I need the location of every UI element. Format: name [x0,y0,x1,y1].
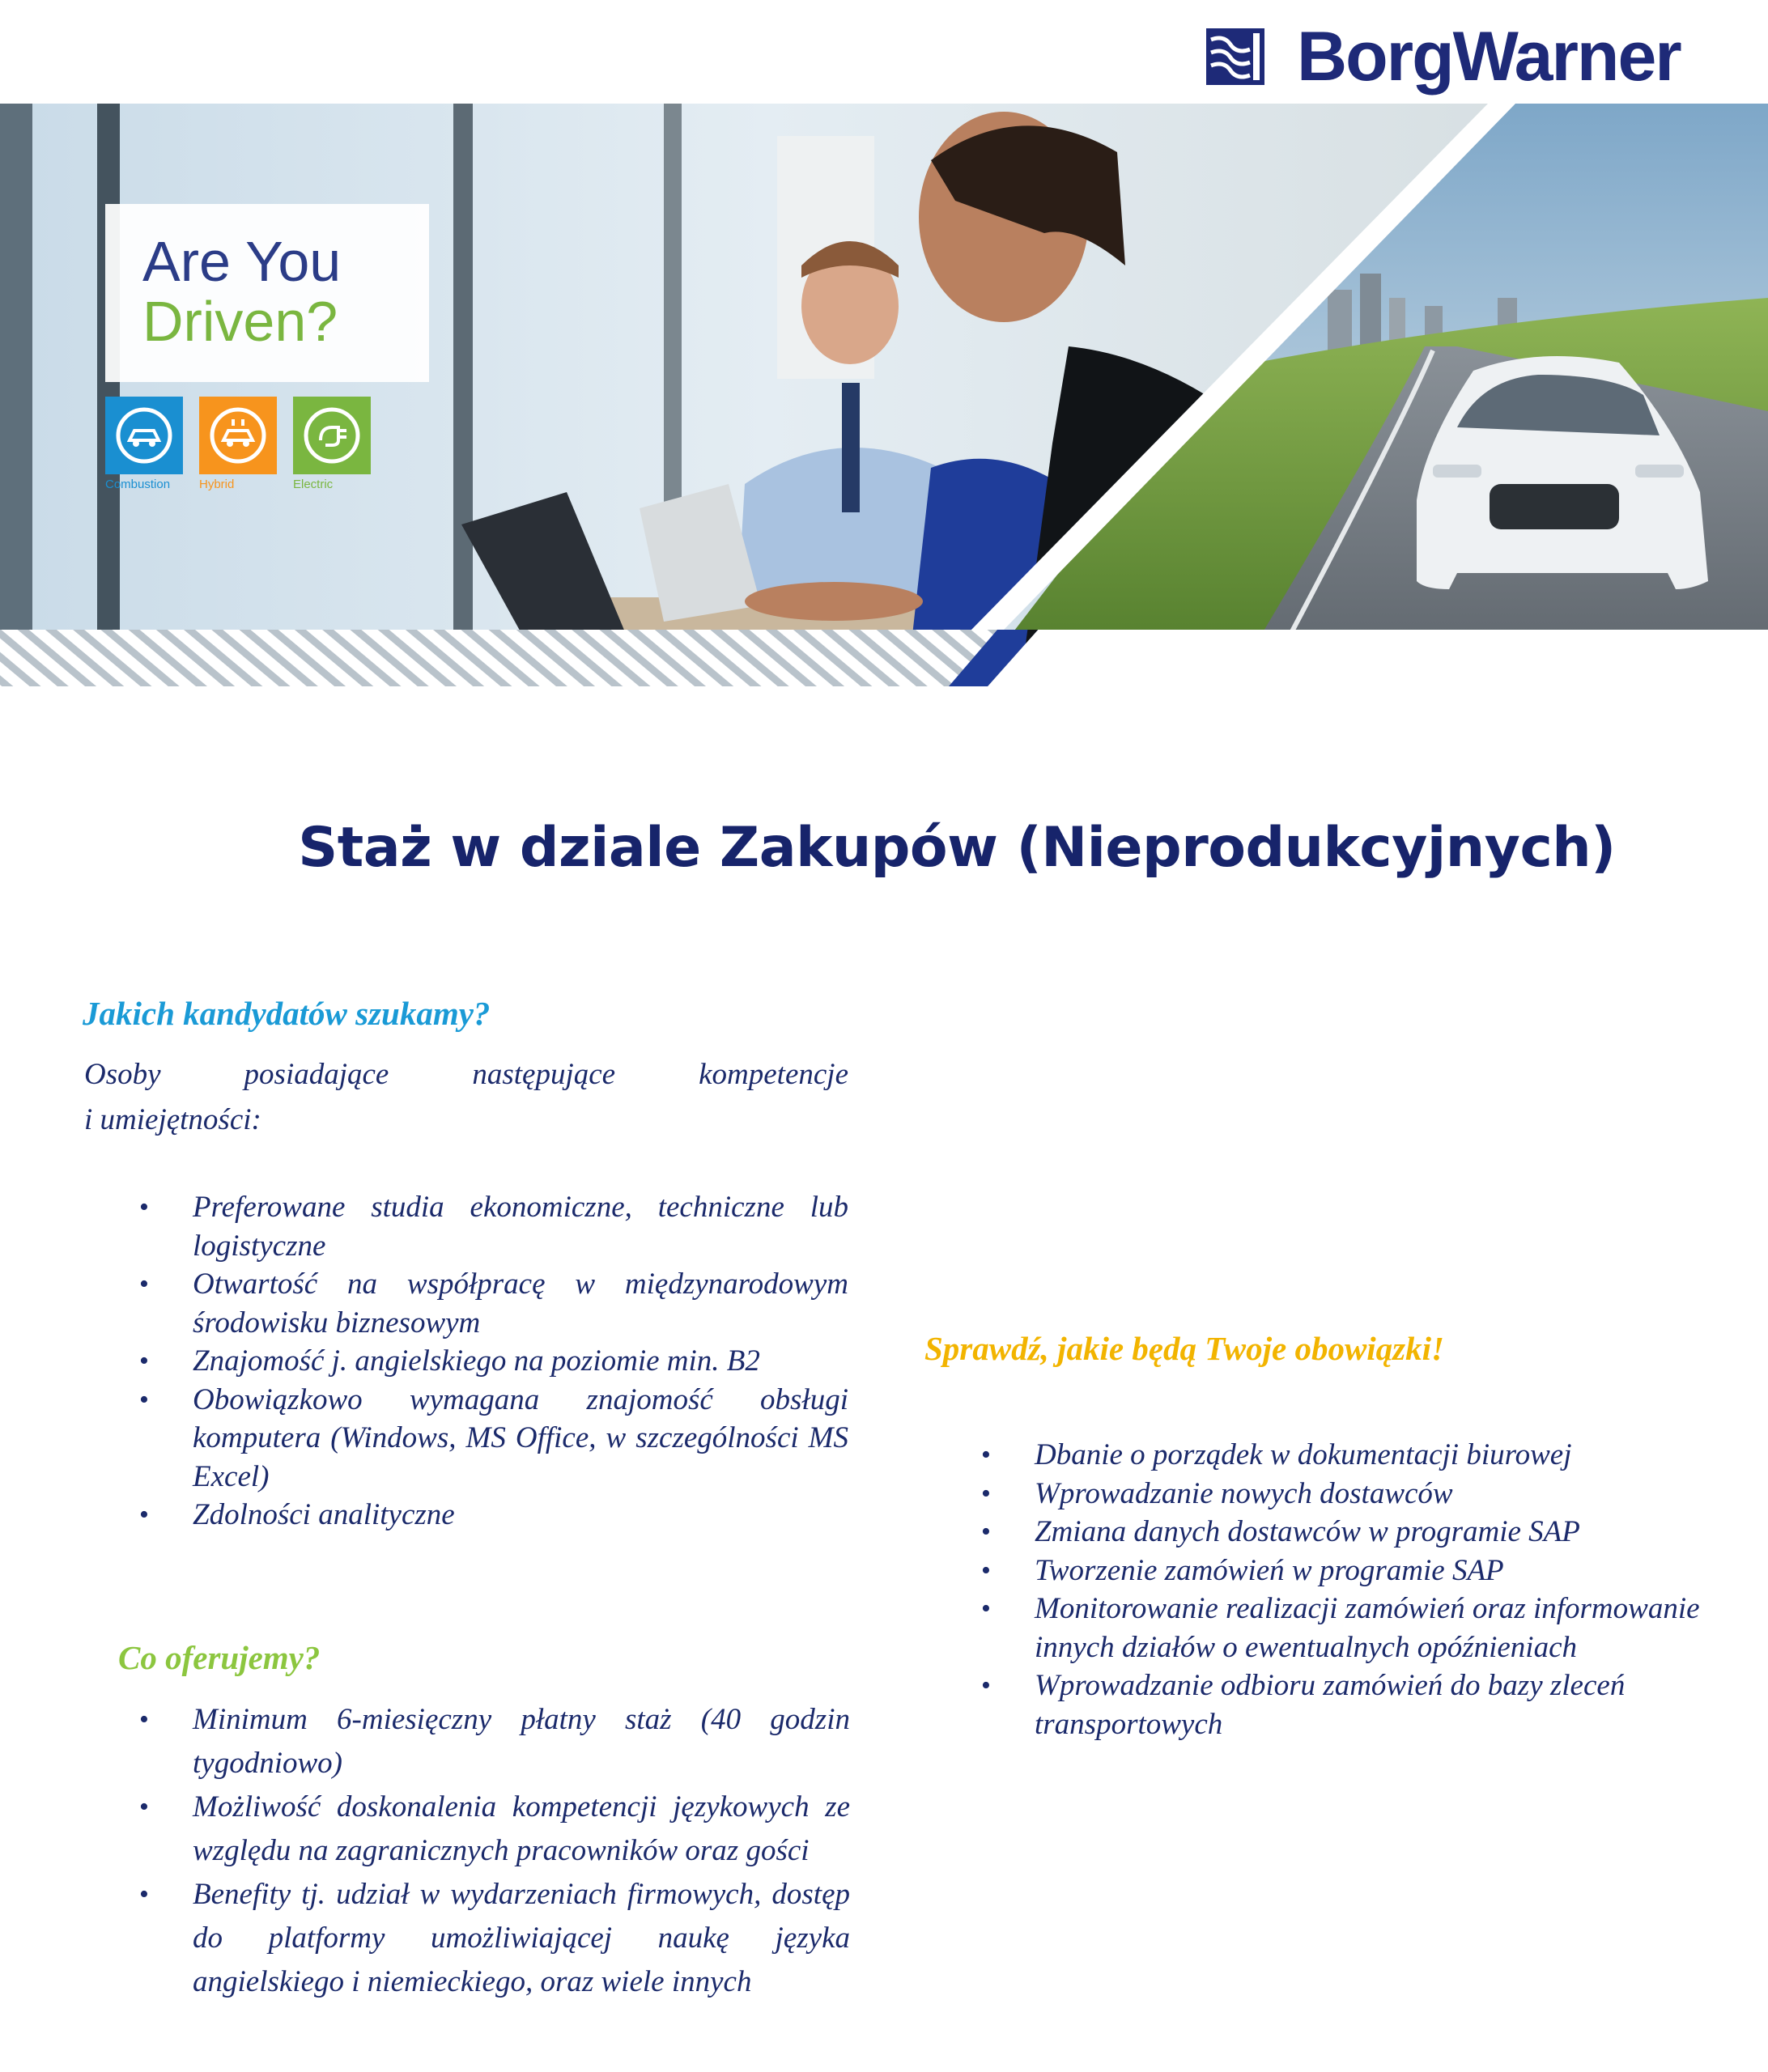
list-item: • Minimum 6-miesięczny płatny staż (40 godzin tygodniowo) [139,1698,850,1785]
list-item: • Wprowadzanie odbioru zamówień do bazy zleceń transportowych [981,1667,1726,1743]
tile-electric [293,397,371,491]
candidates-list [139,1188,848,1535]
logo-wordmark: BorgWarner [1297,17,1681,96]
list-item: • Obowiązkowo wymagana znajomość obsługi komputera (Windows, MS Office, w szczególności MS Excel) [139,1381,848,1497]
tagline-are-you: Are You [142,230,342,293]
tile-hybrid [199,397,277,491]
list-item: • Otwartość na współpracę w międzynarodowym środowisku biznesowym [139,1265,848,1342]
hero-banner [0,104,1768,686]
electric-plug-icon [293,397,371,474]
hybrid-car-icon [199,397,277,474]
candidates-intro [84,1052,848,1143]
list-item: • Monitorowanie realizacji zamówień oraz informowanie innych działów o ewentualnych opóźnieniach [981,1590,1726,1667]
tile-label-electric: Electric [293,478,334,491]
borgwarner-logo [1206,16,1681,97]
duties-heading: Sprawdź, jakie będą Twoje obowiązki! [924,1330,1444,1367]
tagline-driven: Driven? [142,290,338,353]
list-item: • Wprowadzanie nowych dostawców [981,1475,1726,1514]
list-item: • Tworzenie zamówień w programie SAP [981,1552,1726,1590]
list-item: • Zdolności analityczne [139,1496,848,1535]
list-item: • Dbanie o porządek w dokumentacji biurowej [981,1436,1726,1475]
hero-photo-collage [0,104,1768,686]
borgwarner-logo-icon [1206,28,1264,85]
duties-list [981,1436,1726,1743]
list-item: • Zmiana danych dostawców w programie SAP [981,1513,1726,1552]
offer-list [139,1698,850,2004]
powertrain-tiles [105,397,371,491]
job-title: Staż w dziale Zakupów (Nieprodukcyjnych) [298,816,1616,880]
tile-label-hybrid: Hybrid [199,478,235,491]
tile-combustion [105,397,183,491]
list-item: • Preferowane studia ekonomiczne, techniczne lub logistyczne [139,1188,848,1265]
tagline-box [105,204,429,382]
tile-label-combustion: Combustion [105,478,171,491]
combustion-car-icon [105,397,183,474]
offer-heading: Co oferujemy? [118,1639,321,1676]
candidates-heading: Jakich kandydatów szukamy? [83,995,491,1032]
candidates-intro-line1: Osoby posiadające następujące kompetencje [84,1058,848,1091]
list-item: • Możliwość doskonalenia kompetencji językowych ze względu na zagranicznych pracowników oraz gości [139,1785,850,1873]
list-item: • Benefity tj. udział w wydarzeniach firmowych, dostęp do platformy umożliwiającej naukę języka angielskiego i niemieckiego, oraz wiele innych [139,1873,850,2004]
candidates-intro-line2: i umiejętności: [84,1103,261,1136]
list-item: • Znajomość j. angielskiego na poziomie min. B2 [139,1342,848,1381]
